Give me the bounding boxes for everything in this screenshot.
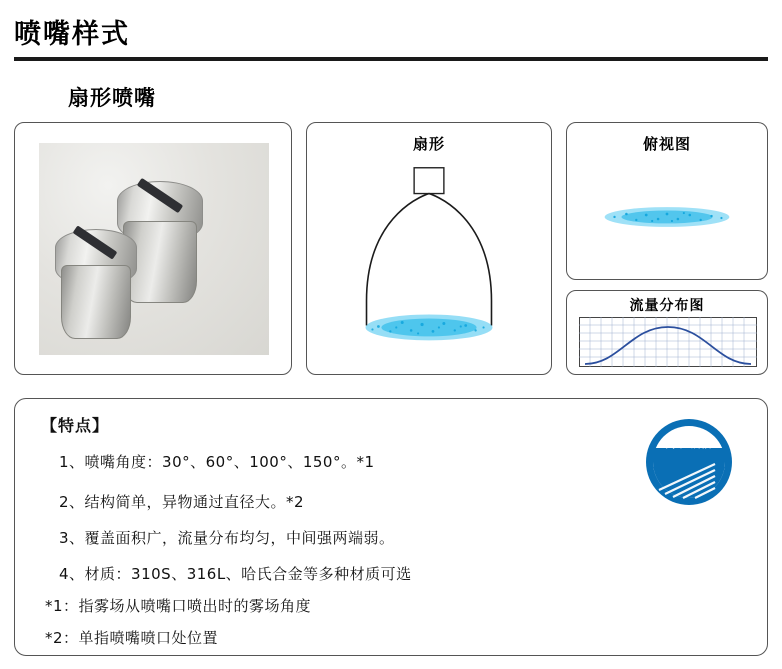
top-view-title: 俯视图 <box>642 135 691 153</box>
spray-pattern-title: 扇形 <box>412 135 445 153</box>
feature-note: *1：指雾场从喷嘴口喷出时的雾场角度 <box>45 597 312 615</box>
feature-item: 2、结构简单，异物通过直径大。*2 <box>59 493 305 511</box>
feature-item: 4、材质：310S、316L、哈氏合金等多种材质可选 <box>59 565 412 583</box>
flow-distribution-chart <box>579 317 757 367</box>
brand-logo-icon <box>645 418 733 506</box>
features-heading: 【特点】 <box>41 416 110 435</box>
feature-note: *2：单指喷嘴喷口处位置 <box>45 629 219 647</box>
feature-item: 3、覆盖面积广，流量分布均匀，中间强两端弱。 <box>59 529 395 547</box>
top-view-panel <box>566 122 768 280</box>
top-view-diagram <box>567 159 767 274</box>
title-divider <box>14 57 768 61</box>
spray-pattern-panel <box>306 122 552 375</box>
brand-logo-text: 河北诚信 <box>665 437 713 450</box>
page-subtitle: 扇形喷嘴 <box>68 86 156 110</box>
nozzle-photo-panel <box>14 122 292 375</box>
spray-pattern-diagram <box>307 151 551 371</box>
flow-distribution-panel <box>566 290 768 375</box>
feature-item: 1、喷嘴角度：30°、60°、100°、150°。*1 <box>59 453 375 471</box>
brand-logo <box>645 418 733 506</box>
flow-distribution-title: 流量分布图 <box>629 298 705 314</box>
page-title: 喷嘴样式 <box>14 19 130 50</box>
nozzle-photo-image <box>39 143 269 355</box>
